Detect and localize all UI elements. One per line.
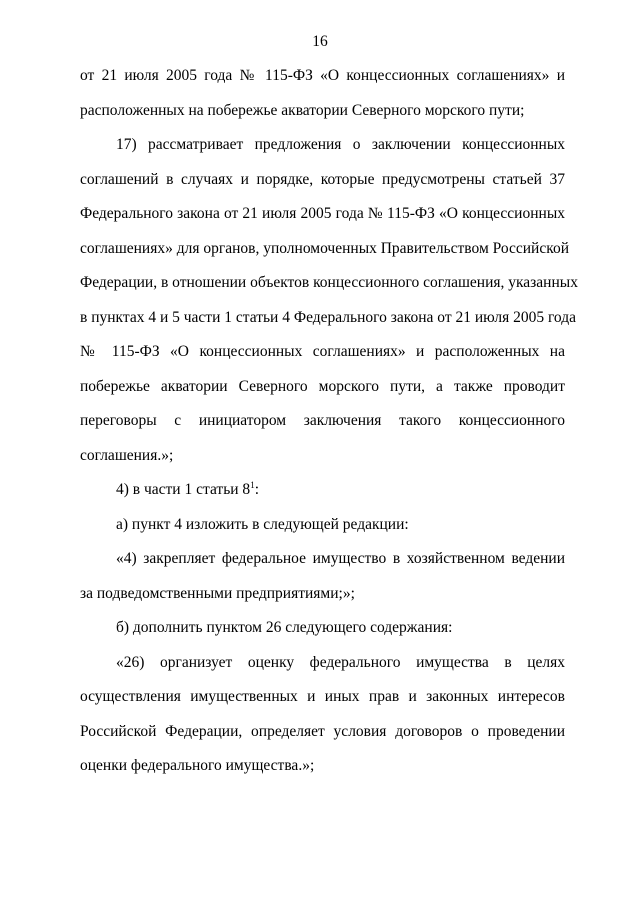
text-line: в пунктах 4 и 5 части 1 статьи 4 Федерального закона от 21 июля 2005 года: [80, 308, 576, 326]
text-line: расположенных на побережье акватории Северного морского пути;: [80, 101, 525, 119]
text-line: Российской Федерации, определяет условия договоров о проведении: [80, 722, 565, 740]
text-line: соглашениях» для органов, уполномоченных Правительством Российской: [80, 239, 570, 257]
page-number: 16: [312, 33, 328, 50]
text-line: Федерального закона от 21 июля 2005 года № 115-ФЗ «О концессионных: [80, 205, 565, 222]
text-fragment: :: [254, 481, 259, 498]
text-line: Федерации, в отношении объектов концессионного соглашения, указанных: [80, 274, 578, 291]
text-line: от 21 июля 2005 года № 115-ФЗ «О концессионных соглашениях» и: [80, 67, 565, 84]
text-line: осуществления имущественных и иных прав и законных интересов: [80, 688, 565, 705]
text-line: «4) закрепляет федеральное имущество в хозяйственном ведении: [116, 550, 565, 567]
text-line: «26) организует оценку федерального имущества в целях: [116, 653, 565, 671]
text-line: оценки федерального имущества.»;: [80, 757, 315, 774]
text-line: б) дополнить пунктом 26 следующего содержания:: [116, 619, 453, 636]
text-line: за подведомственными предприятиями;»;: [80, 584, 355, 602]
text-fragment: 4) в части 1 статьи 8: [116, 481, 251, 498]
text-line: переговоры с инициатором заключения такого концессионного: [80, 412, 565, 429]
text-line: соглашений в случаях и порядке, которые предусмотрены статьей 37: [80, 170, 565, 188]
text-line: № 115-ФЗ «О концессионных соглашениях» и расположенных на: [80, 343, 565, 360]
text-line: соглашения.»;: [80, 446, 174, 464]
text-line: побережье акватории Северного морского пути, а также проводит: [80, 377, 565, 395]
document-body: [80, 59, 578, 784]
text-line: а) пункт 4 изложить в следующей редакции:: [116, 515, 409, 533]
superscript: 1: [250, 479, 255, 490]
text-line-with-superscript: [80, 473, 565, 508]
text-line: 17) рассматривает предложения о заключении концессионных: [116, 136, 565, 153]
